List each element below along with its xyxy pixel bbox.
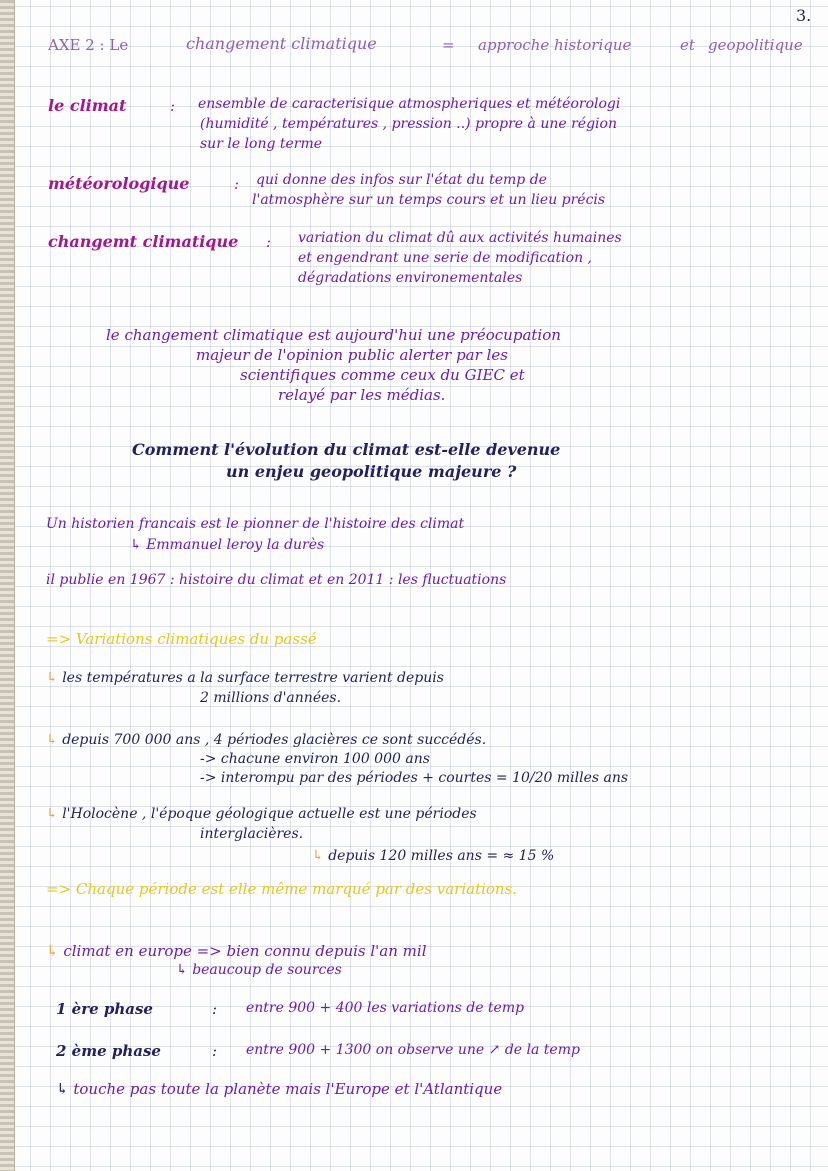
phase-colon: :: [212, 1000, 218, 1018]
bullet-item: [46, 670, 444, 686]
page-number: 3.: [796, 6, 812, 25]
phase-text: entre 900 + 1300 on observe une ↗ de la temp: [246, 1042, 580, 1058]
return-arrow-icon: ↳: [130, 537, 147, 553]
header-title: changement climatique: [186, 34, 377, 53]
spiral-binding: [0, 0, 15, 1171]
term-colon: :: [234, 175, 240, 193]
publication-line: il publie en 1967 : histoire du climat et en 2011 : les fluctuations: [46, 572, 507, 588]
final-line: [56, 1080, 502, 1098]
definition-line: sur le long terme: [200, 136, 323, 152]
europe-sub-text: beaucoup de sources: [192, 962, 342, 978]
paragraph-line: le changement climatique est aujourd'hui une préocupation: [106, 326, 561, 344]
definition-line: ensemble de caracterisique atmospheriques et météorologi: [198, 96, 621, 112]
final-line-text: touche pas toute la planète mais l'Europe et l'Atlantique: [73, 1080, 503, 1098]
sub-bullet-text: depuis 120 milles ans = ≈ 15 %: [328, 848, 555, 864]
paragraph-line: majeur de l'opinion public alerter par les: [196, 346, 508, 364]
term-climat: le climat: [48, 96, 127, 115]
question-line: Comment l'évolution du climat est-elle devenue: [132, 440, 561, 459]
sub-bullet: -> chacune environ 100 000 ans: [200, 751, 430, 767]
bullet-text: depuis 700 000 ans , 4 périodes glacières ce sont succédés.: [62, 732, 487, 748]
term-changement-climatique: changemt climatique: [48, 232, 239, 251]
historian-line: Un historien francais est le pionner de l'histoire des climat: [46, 516, 465, 532]
sub-bullet: -> interompu par des périodes + courtes = 10/20 milles ans: [200, 770, 629, 786]
phase-colon: :: [212, 1042, 218, 1060]
definition-line: dégradations environementales: [298, 270, 523, 286]
bullet-text: les températures a la surface terrestre varient depuis: [62, 670, 444, 686]
bullet-continuation: interglacières.: [200, 826, 304, 842]
section-title-periods: => Chaque période est elle même marqué par des variations.: [46, 880, 518, 898]
paragraph-line: relayé par les médias.: [278, 386, 446, 404]
term-colon: :: [266, 233, 272, 251]
paragraph-line: scientifiques comme ceux du GIEC et: [240, 366, 525, 384]
phase-label: 2 ème phase: [56, 1042, 161, 1060]
europe-text: climat en europe => bien connu depuis l'an mil: [63, 942, 427, 960]
europe-line: [46, 942, 427, 960]
header-subtitle: approche historique: [478, 36, 632, 54]
phase-text: entre 900 + 400 les variations de temp: [246, 1000, 525, 1016]
bullet-arrow-icon: ↳: [56, 1080, 74, 1098]
header-equals: =: [442, 36, 455, 54]
header-geo: geopolitique: [708, 36, 803, 54]
term-colon: :: [170, 97, 176, 115]
historian-name-text: Emmanuel leroy la durès: [146, 537, 325, 553]
axe-label: AXE 2 : Le: [48, 36, 129, 54]
bullet-item: [46, 732, 486, 748]
historian-name: [130, 537, 324, 553]
term-meteorologique: météorologique: [48, 174, 190, 193]
section-title-variations: => Variations climatiques du passé: [46, 630, 317, 648]
bullet-arrow-icon: ↳: [312, 848, 329, 864]
bullet-continuation: 2 millions d'années.: [200, 690, 342, 706]
return-arrow-icon: ↳: [176, 962, 193, 978]
definition-line: et engendrant une serie de modification ,: [298, 250, 592, 266]
definition-line: (humidité , températures , pression ..) propre à une région: [200, 116, 617, 132]
bullet-arrow-icon: ↳: [46, 732, 63, 748]
bullet-arrow-icon: ↳: [46, 670, 63, 686]
sub-bullet-holocene: [312, 848, 554, 864]
europe-sub: [176, 962, 342, 978]
bullet-arrow-icon: ↳: [46, 942, 64, 960]
question-line: un enjeu geopolitique majeure ?: [226, 462, 517, 481]
definition-line: variation du climat dû aux activités humaines: [298, 230, 622, 246]
phase-label: 1 ère phase: [56, 1000, 153, 1018]
definition-line: qui donne des infos sur l'état du temp de: [256, 172, 547, 188]
definition-line: l'atmosphère sur un temps cours et un lieu précis: [252, 192, 606, 208]
bullet-text: l'Holocène , l'époque géologique actuelle est une périodes: [62, 806, 477, 822]
bullet-arrow-icon: ↳: [46, 806, 63, 822]
header-and: et: [680, 36, 695, 54]
bullet-item: [46, 806, 477, 822]
